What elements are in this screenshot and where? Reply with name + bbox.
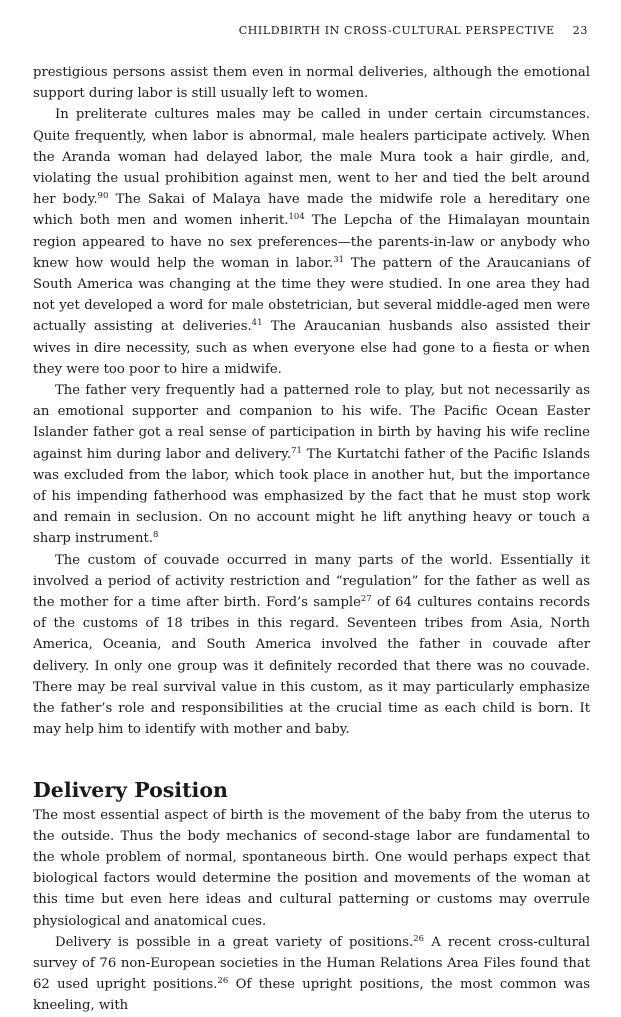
footnote-reference: 8 — [152, 530, 159, 541]
footnote-reference: 26 — [217, 976, 229, 987]
text-run: The custom of couvade occurred in many parts of the world. Essentially it involved a period of activity restriction and “regulation” for the father as well as the mother for a time after birth. Ford’s sample — [33, 552, 590, 611]
running-title: CHILDBIRTH IN CROSS-CULTURAL PERSPECTIVE — [238, 24, 555, 37]
running-header — [0, 24, 588, 37]
text-run: The Sakai of Malaya have made the midwife role a hereditary one which both men and women inherit. — [33, 192, 590, 229]
footnote-reference: 31 — [333, 254, 345, 265]
page-number: 23 — [572, 24, 588, 37]
footnote-reference: 26 — [413, 933, 425, 944]
footnote-reference: 27 — [360, 594, 372, 605]
paragraph — [33, 62, 590, 104]
text-run: Of these upright positions, the most common was kneeling, with — [33, 977, 590, 1014]
paragraph — [33, 805, 590, 932]
text-run: prestigious persons assist them even in normal deliveries, although the emotional support during labor is still usually left to women. — [33, 65, 590, 102]
footnote-reference: 90 — [97, 191, 109, 202]
paragraph — [33, 104, 590, 380]
text-run: In preliterate cultures males may be called in under certain circumstances. Quite frequently, when labor is abnormal, male healers participate actively. When the Aranda woman had delayed labor, the male Mura took a hair girdle, and, violating the usual prohibition against men, went to her and tied the belt around her body. — [33, 107, 590, 208]
text-run: The Lepcha of the Himalayan mountain region appeared to have no sex preferences—the parents-in-law or anybody who knew how would help the woman in labor. — [33, 213, 591, 271]
text-run: Delivery is possible in a great variety of positions. — [55, 934, 414, 950]
text-run: of 64 cultures contains records of the customs of 18 tribes in this regard. Seventeen tribes from Asia, North America, Oceania, and South America involved the father in couvade after delivery. In only one group was it definitely recorded that there was no couvade. There may be real survival value in this custom, as it may particularly emphasize the father’s role and responsibilities at the crucial time as each child is born. It may help him to identify with mother and baby. — [33, 595, 591, 738]
body-text — [33, 62, 590, 1017]
text-run: The most essential aspect of birth is the movement of the baby from the uterus to the outside. Thus the body mechanics of second-stage labor are fundamental to the whole problem of normal, spontaneous birth. One would perhaps expect that biological factors would determine the position and movements of the woman at this time but even here ideas and cultural patterning or customs may overrule physiological and anatomical cues. — [33, 807, 590, 929]
text-run: The father very frequently had a patterned role to play, but not necessarily as an emotional supporter and companion to his wife. The Pacific Ocean Easter Islander father got a real sense of participation in birth by having his wife recline against him during labor and delivery. — [33, 383, 590, 462]
footnote-reference: 41 — [251, 318, 263, 329]
section-heading: Delivery Position — [33, 777, 228, 802]
text-run: The pattern of the Araucanians of South America was changing at the time they were studied. In one area they had not yet developed a word for male obstetrician, but several middle-aged men were actually assisting at deliveries. — [33, 255, 590, 335]
footnote-reference: 104 — [288, 212, 305, 223]
paragraph — [33, 380, 590, 550]
footnote-reference: 71 — [291, 445, 302, 456]
text-run: A recent cross-cultural survey of 76 non-European societies in the Human Relations Area Files found that 62 used upright positions. — [33, 934, 590, 993]
text-run: The Araucanian husbands also assisted their wives in dire necessity, such as when everyone else had gone to a fiesta or when they were too poor to hire a midwife. — [33, 319, 590, 377]
text-run: The Kurtatchi father of the Pacific Islands was excluded from the labor, which took place in another hut, but the importance of his impending fatherhood was emphasized by the fact that he must stop work and remain in seclusion. On no account might he lift anything heavy or touch a sharp instrument. — [33, 446, 590, 547]
paragraph — [33, 932, 590, 1017]
paragraph — [33, 550, 590, 741]
